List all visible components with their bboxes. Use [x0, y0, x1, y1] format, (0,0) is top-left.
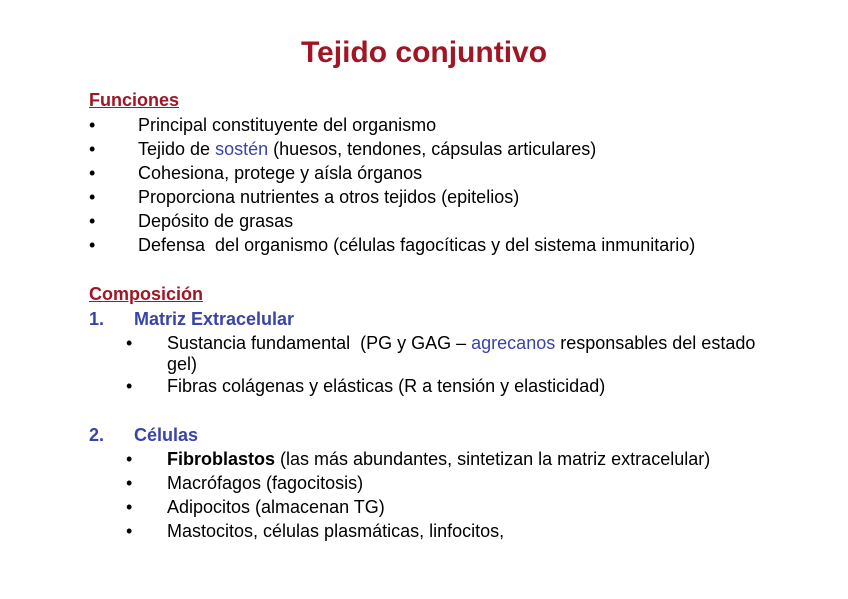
funcion-item: Principal constituyente del organismo	[138, 115, 437, 135]
celula-item: Mastocitos, células plasmáticas, linfocitos,	[167, 521, 505, 541]
composicion-heading: Composición	[89, 284, 204, 304]
section-title-matriz: Matriz Extracelular	[134, 309, 295, 329]
funcion-item-text: Tejido de	[138, 139, 216, 159]
matriz-item-text: responsables del estado gel)	[167, 333, 761, 374]
bullet-icon: •	[89, 139, 96, 159]
matriz-item	[167, 333, 777, 375]
matriz-item-highlight: agrecanos	[471, 333, 556, 353]
funciones-heading: Funciones	[89, 90, 180, 110]
bullet-icon: •	[89, 115, 96, 135]
funcion-item: Defensa del organismo (células fagocíticas y del sistema inmunitario)	[138, 235, 696, 255]
funcion-item: Proporciona nutrientes a otros tejidos (epitelios)	[138, 187, 520, 207]
celula-item: Adipocitos (almacenan TG)	[167, 497, 385, 517]
funcion-item: Depósito de grasas	[138, 211, 294, 231]
funcion-item-highlight: sostén	[215, 139, 269, 159]
matriz-item: Fibras colágenas y elásticas (R a tensión y elasticidad)	[167, 376, 606, 396]
bullet-icon: •	[126, 333, 133, 353]
matriz-item-text: Sustancia fundamental (PG y GAG –	[167, 333, 472, 353]
bullet-icon: •	[126, 521, 133, 541]
bullet-icon: •	[126, 497, 133, 517]
bullet-icon: •	[89, 187, 96, 207]
celula-item: Macrófagos (fagocitosis)	[167, 473, 364, 493]
page-title: Tejido conjuntivo	[300, 36, 548, 69]
funcion-item	[138, 139, 596, 160]
bullet-icon: •	[89, 211, 96, 231]
bullet-icon: •	[126, 376, 133, 396]
section-number: 1.	[89, 309, 105, 329]
section-title-celulas: Células	[134, 425, 199, 445]
funcion-item-text: (huesos, tendones, cápsulas articulares)	[268, 139, 597, 159]
funcion-item: Cohesiona, protege y aísla órganos	[138, 163, 423, 183]
section-number: 2.	[89, 425, 105, 445]
bullet-icon: •	[89, 163, 96, 183]
celula-item-bold: Fibroblastos	[167, 449, 276, 469]
bullet-icon: •	[126, 449, 133, 469]
bullet-icon: •	[126, 473, 133, 493]
celula-item	[167, 449, 710, 470]
celula-item-text: (las más abundantes, sintetizan la matriz extracelular)	[275, 449, 711, 469]
bullet-icon: •	[89, 235, 96, 255]
